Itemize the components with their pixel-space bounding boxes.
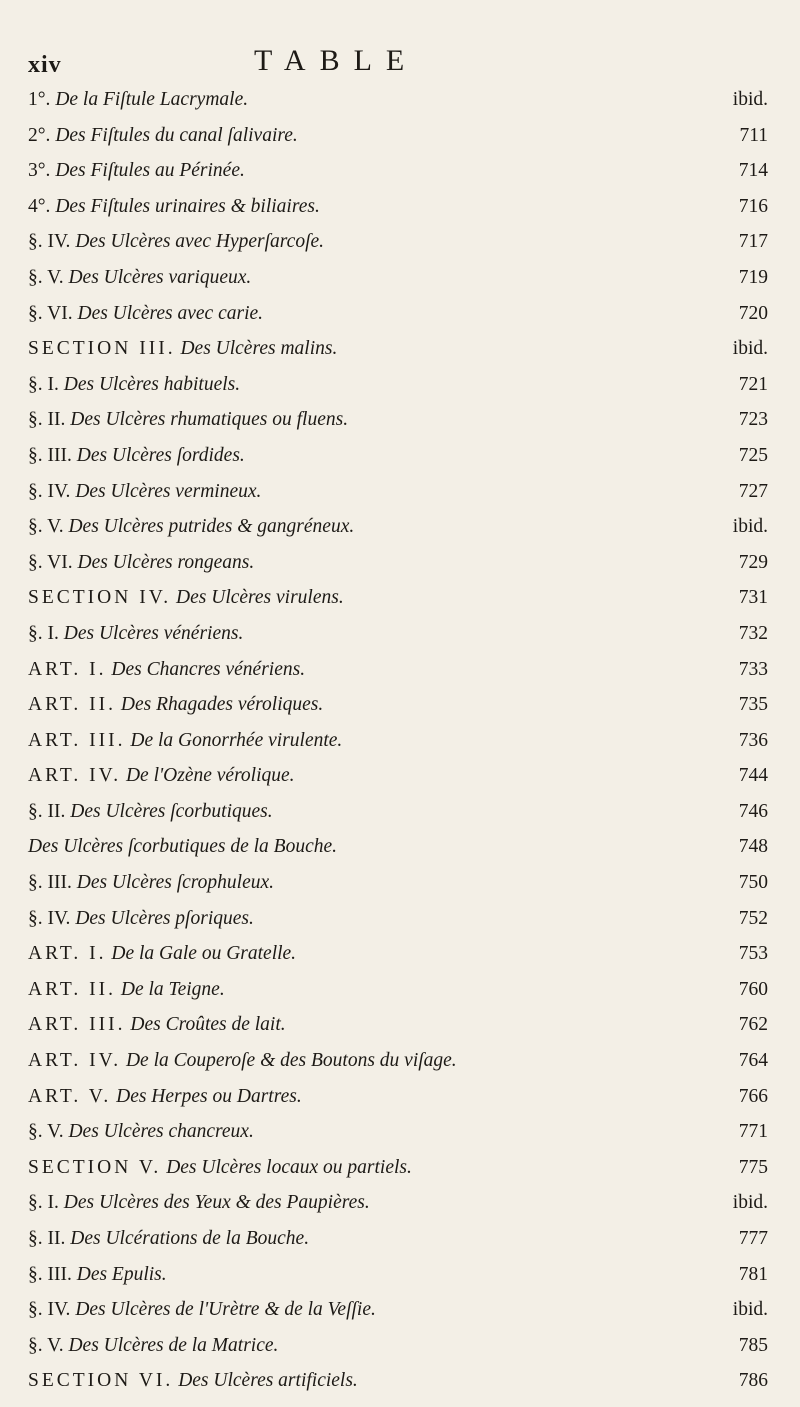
toc-entry-page: 736	[738, 729, 768, 751]
toc-entry	[28, 331, 768, 367]
toc-entry-page: 766	[738, 1085, 768, 1107]
toc-entry	[28, 118, 768, 154]
toc-entry-title: Des Ulcères virulens.	[176, 587, 344, 609]
toc-entry-label	[28, 687, 323, 723]
toc-entry-page: 720	[738, 302, 768, 324]
toc-entry	[28, 509, 768, 545]
toc-entry-mark: ART. IV.	[28, 1050, 122, 1072]
toc-entry	[28, 153, 768, 189]
toc-entry-title: Des Ulcères avec carie.	[77, 302, 264, 324]
toc-entry-page: ibid.	[732, 1192, 768, 1214]
toc-entry-label	[28, 1079, 302, 1115]
toc-entry-title: De la Couperoſe & des Boutons du viſage.	[125, 1050, 457, 1072]
toc-entry	[28, 474, 768, 510]
toc-entry-label	[28, 1114, 254, 1150]
toc-entry	[28, 1292, 768, 1328]
toc-entry	[28, 865, 768, 901]
toc-entry-label	[28, 402, 348, 438]
toc-entry-mark: §. V.	[28, 516, 64, 538]
table-of-contents	[28, 82, 768, 1399]
toc-entry-page: 777	[738, 1228, 768, 1249]
toc-entry-page: 714	[738, 160, 768, 182]
toc-entry-page: 753	[738, 943, 768, 965]
toc-entry-mark: §. II.	[28, 409, 66, 431]
toc-entry-title: De la Gale ou Gratelle.	[111, 943, 297, 965]
toc-entry	[28, 1043, 768, 1079]
toc-entry-page: ibid.	[732, 89, 768, 110]
toc-entry-page: 733	[738, 658, 768, 680]
toc-entry-mark: SECTION VI.	[28, 1370, 174, 1392]
toc-entry-title: Des Epulis.	[76, 1263, 167, 1285]
toc-entry-title: Des Rhagades véroliques.	[120, 694, 324, 716]
toc-entry-title: Des Ulcères chancreux.	[68, 1121, 254, 1143]
folio-number: xiv	[28, 52, 62, 78]
toc-entry	[28, 972, 768, 1008]
toc-entry	[28, 1363, 768, 1399]
toc-entry-mark: §. IV.	[28, 1299, 71, 1321]
toc-entry-title: Des Ulcères habituels.	[63, 373, 241, 395]
toc-entry-mark: SECTION IV.	[28, 587, 172, 609]
toc-entry-title: De l'Ozène vérolique.	[125, 765, 295, 787]
toc-entry	[28, 402, 768, 438]
toc-entry-title: Des Ulcères vénériens.	[63, 622, 244, 644]
toc-entry-mark: 3°.	[28, 160, 51, 182]
toc-entry-mark: §. V.	[28, 1121, 64, 1143]
toc-entry	[28, 224, 768, 260]
page-header	[28, 40, 768, 80]
toc-entry-title: Des Fiſtules du canal ſalivaire.	[55, 124, 298, 146]
toc-entry-label	[28, 438, 245, 474]
toc-entry-page: 732	[738, 622, 768, 644]
toc-entry-label	[28, 1257, 167, 1293]
toc-entry-page: 750	[738, 872, 768, 894]
toc-entry-mark: §. I.	[28, 1192, 59, 1214]
toc-entry-mark: §. V.	[28, 1334, 64, 1356]
toc-entry-page: 771	[738, 1121, 768, 1143]
running-title: TABLE	[254, 44, 419, 77]
toc-entry	[28, 438, 768, 474]
toc-entry	[28, 82, 768, 118]
toc-entry-label	[28, 509, 354, 545]
toc-entry-page: 717	[738, 231, 768, 253]
toc-entry-title: Des Croûtes de lait.	[130, 1014, 286, 1036]
toc-entry-page: 727	[738, 480, 768, 502]
toc-entry-mark: 1°.	[28, 89, 51, 110]
toc-entry-title: Des Ulcères ſordides.	[76, 444, 245, 466]
toc-entry	[28, 545, 768, 581]
toc-entry	[28, 1185, 768, 1221]
toc-entry-page: 735	[738, 694, 768, 716]
toc-entry-mark: SECTION III.	[28, 338, 176, 360]
toc-entry-label	[28, 829, 337, 865]
toc-entry-page: 729	[738, 551, 768, 573]
toc-entry-page: ibid.	[732, 1299, 768, 1321]
toc-entry	[28, 580, 768, 616]
toc-entry-label	[28, 1150, 412, 1186]
toc-entry-mark: §. VI.	[28, 302, 73, 324]
toc-entry-title: Des Ulcères malins.	[180, 338, 338, 360]
toc-entry-page: 748	[738, 836, 768, 858]
toc-entry-label	[28, 652, 305, 688]
toc-entry-label	[28, 723, 342, 759]
toc-entry-label	[28, 758, 295, 794]
toc-entry-page: 775	[738, 1156, 768, 1178]
toc-entry-title: Des Ulcères putrides & gangréneux.	[68, 516, 355, 538]
toc-entry-mark: ART. III.	[28, 1014, 126, 1036]
toc-entry-label	[28, 580, 344, 616]
toc-entry-mark: §. I.	[28, 622, 59, 644]
toc-entry-page: 723	[738, 409, 768, 431]
toc-entry-title: Des Herpes ou Dartres.	[116, 1085, 302, 1107]
toc-entry-label	[28, 1007, 286, 1043]
toc-entry-page: 716	[738, 195, 768, 217]
toc-entry-mark: ART. I.	[28, 658, 107, 680]
toc-entry-title: Des Ulcères locaux ou partiels.	[166, 1156, 412, 1178]
toc-entry-label	[28, 474, 261, 510]
toc-entry	[28, 723, 768, 759]
toc-entry-title: Des Ulcères de l'Urètre & de la Veſſie.	[75, 1299, 376, 1321]
toc-entry-page: 744	[738, 765, 768, 787]
toc-entry-mark: ART. IV.	[28, 765, 122, 787]
toc-entry-title: Des Ulcères de la Matrice.	[68, 1334, 279, 1356]
toc-entry-mark: ART. II.	[28, 978, 116, 1000]
toc-entry-mark: §. IV.	[28, 907, 71, 929]
toc-entry-label	[28, 1363, 358, 1399]
toc-entry-label	[28, 1221, 309, 1257]
toc-entry-label	[28, 865, 274, 901]
toc-entry	[28, 1007, 768, 1043]
toc-entry-label	[28, 296, 263, 332]
toc-entry-mark: 2°.	[28, 124, 51, 146]
toc-entry-label	[28, 189, 320, 225]
toc-entry-page: 746	[738, 800, 768, 822]
toc-entry-title: Des Fiſtules au Périnée.	[55, 160, 245, 182]
toc-entry-title: Des Ulcères variqueux.	[68, 266, 252, 288]
toc-entry-page: 711	[739, 124, 768, 146]
toc-entry	[28, 1328, 768, 1364]
toc-entry-page: 725	[738, 444, 768, 466]
toc-entry-title: Des Ulcères rongeans.	[77, 551, 255, 573]
toc-entry	[28, 616, 768, 652]
toc-entry-page: 760	[738, 978, 768, 1000]
toc-entry-mark: ART. II.	[28, 694, 116, 716]
toc-entry-title: De la Fiſtule Lacrymale.	[55, 89, 249, 110]
toc-entry-title: Des Fiſtules urinaires & biliaires.	[55, 195, 320, 217]
toc-entry-page: 719	[738, 266, 768, 288]
toc-entry	[28, 1257, 768, 1293]
toc-entry-title: Des Ulcères ſcrophuleux.	[76, 872, 275, 894]
toc-entry-mark: §. IV.	[28, 231, 71, 253]
toc-entry-mark: §. VI.	[28, 551, 73, 573]
toc-entry	[28, 936, 768, 972]
toc-entry-mark: §. II.	[28, 800, 66, 822]
toc-entry-title: Des Ulcères ſcorbutiques de la Bouche.	[28, 836, 338, 858]
toc-entry	[28, 1221, 768, 1257]
toc-entry	[28, 1150, 768, 1186]
toc-entry-mark: ART. I.	[28, 943, 107, 965]
toc-entry	[28, 829, 768, 865]
toc-entry-label	[28, 972, 225, 1008]
toc-entry-mark: §. IV.	[28, 480, 71, 502]
toc-entry-mark: §. V.	[28, 266, 64, 288]
toc-entry-label	[28, 901, 254, 937]
toc-entry-title: Des Ulcérations de la Bouche.	[70, 1228, 310, 1249]
toc-entry-title: Des Ulcères des Yeux & des Paupières.	[63, 1192, 370, 1214]
toc-entry-title: Des Ulcères rhumatiques ou fluens.	[70, 409, 349, 431]
toc-entry	[28, 901, 768, 937]
toc-entry	[28, 367, 768, 403]
toc-entry-mark: §. III.	[28, 1263, 72, 1285]
toc-entry-page: ibid.	[732, 338, 768, 360]
toc-entry-label	[28, 545, 254, 581]
toc-entry-page: 721	[738, 373, 768, 395]
toc-entry-page: 785	[738, 1334, 768, 1356]
toc-entry	[28, 652, 768, 688]
toc-entry-page: 752	[738, 907, 768, 929]
toc-entry-label	[28, 82, 248, 118]
toc-entry-page: ibid.	[732, 516, 768, 538]
toc-entry-label	[28, 1292, 376, 1328]
toc-entry-mark: SECTION V.	[28, 1156, 162, 1178]
toc-entry	[28, 1079, 768, 1115]
toc-entry-mark: ART. V.	[28, 1085, 112, 1107]
toc-entry-label	[28, 794, 273, 830]
toc-entry-mark: §. III.	[28, 872, 72, 894]
toc-entry-label	[28, 1043, 457, 1079]
toc-entry-label	[28, 224, 324, 260]
toc-entry-label	[28, 153, 245, 189]
toc-entry-page: 731	[738, 587, 768, 609]
toc-entry-mark: §. I.	[28, 373, 59, 395]
toc-entry-mark: §. III.	[28, 444, 72, 466]
toc-entry-title: Des Ulcères artificiels.	[178, 1370, 358, 1392]
toc-entry-label	[28, 1328, 278, 1364]
toc-entry-mark: §. II.	[28, 1228, 66, 1249]
toc-entry-title: Des Ulcères pſoriques.	[75, 907, 254, 929]
toc-entry	[28, 296, 768, 332]
toc-entry-page: 764	[738, 1050, 768, 1072]
toc-entry-title: De la Gonorrhée virulente.	[130, 729, 343, 751]
toc-entry	[28, 189, 768, 225]
toc-entry-title: Des Chancres vénériens.	[111, 658, 306, 680]
toc-entry-label	[28, 1185, 370, 1221]
toc-entry-label	[28, 367, 240, 403]
toc-entry-mark: 4°.	[28, 195, 51, 217]
toc-entry-page: 762	[738, 1014, 768, 1036]
toc-entry-page: 786	[738, 1370, 768, 1392]
toc-entry	[28, 260, 768, 296]
toc-entry-label	[28, 331, 337, 367]
toc-entry	[28, 758, 768, 794]
toc-entry-label	[28, 260, 251, 296]
toc-entry-label	[28, 936, 296, 972]
toc-entry	[28, 794, 768, 830]
toc-entry	[28, 687, 768, 723]
toc-entry-title: Des Ulcères avec Hyperſarcoſe.	[75, 231, 325, 253]
toc-entry-title: De la Teigne.	[120, 978, 225, 1000]
toc-entry-title: Des Ulcères ſcorbutiques.	[70, 800, 273, 822]
toc-entry-page: 781	[738, 1263, 768, 1285]
toc-entry-title: Des Ulcères vermineux.	[75, 480, 262, 502]
toc-entry-label	[28, 118, 298, 154]
toc-entry	[28, 1114, 768, 1150]
toc-entry-label	[28, 616, 243, 652]
toc-entry-mark: ART. III.	[28, 729, 126, 751]
